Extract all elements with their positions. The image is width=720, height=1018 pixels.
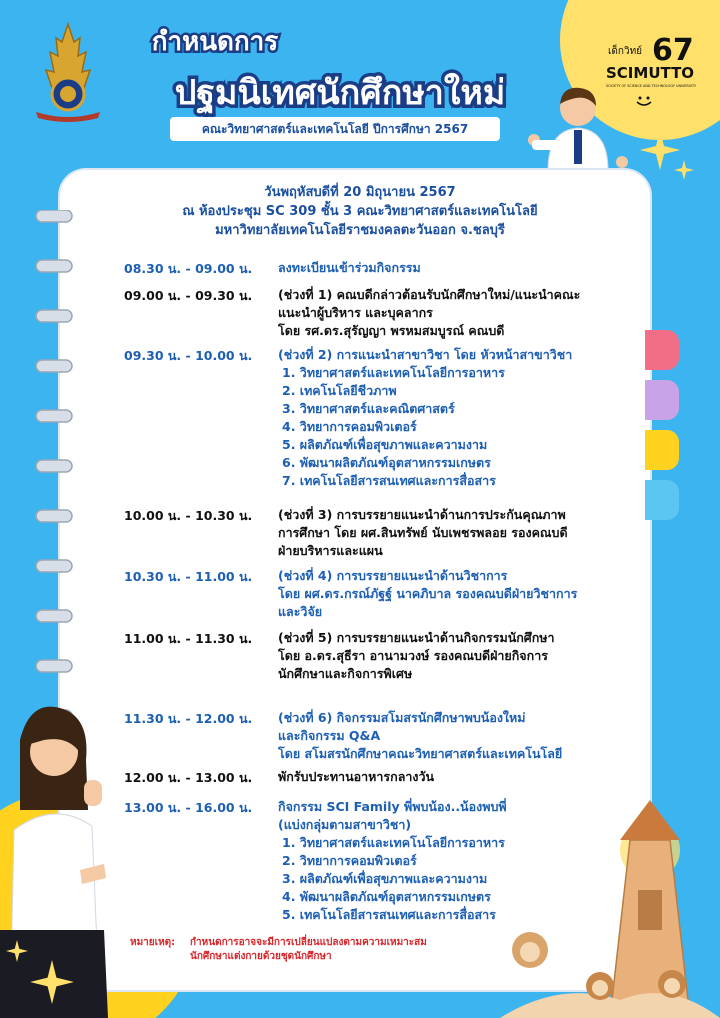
schedule-line: 2. เทคโนโลยีชีวภาพ: [282, 383, 397, 398]
schedule-line: แนะนำผู้บริหาร และบุคลากร: [278, 305, 433, 320]
schedule-line: ฝ่ายบริหารและแผน: [278, 543, 383, 558]
club-logo-tagline: SOCIETY OF SCIENCE AND TECHNOLOGY UNIVERSITY: [606, 84, 697, 88]
star-icon: [30, 960, 74, 1004]
schedule-time: 11.30 น. - 12.00 น.: [124, 711, 253, 726]
schedule-line: ลงทะเบียนเข้าร่วมกิจกรรม: [278, 260, 421, 275]
schedule-line: (ช่วงที่ 5) การบรรยายแนะนำด้านกิจกรรมนักศึกษา: [278, 630, 555, 645]
schedule-time: 09.30 น. - 10.00 น.: [124, 348, 253, 363]
schedule-line: พักรับประทานอาหารกลางวัน: [278, 769, 435, 784]
man-illustration-icon: [528, 80, 628, 170]
schedule-line: (ช่วงที่ 2) การแนะนำสาขาวิชา โดย หัวหน้าสาขาวิชา: [278, 347, 573, 362]
schedule-line: โดย อ.ดร.สุธีรา อานามวงษ์ รองคณบดีฝ่ายกิจการ: [278, 648, 548, 663]
star-icon: [6, 940, 28, 962]
schedule-line: โดย ผศ.ดร.กรณ์ภัฐฐ์ นาคภิบาล รองคณบดีฝ่ายวิชาการ: [278, 586, 578, 601]
schedule-line: 4. พัฒนาผลิตภัณฑ์อุตสาหกรรมเกษตร: [282, 889, 491, 904]
decor-tab-yellow: [645, 430, 679, 470]
university-logo-icon: [28, 22, 108, 122]
schedule-line: 2. วิทยาการคอมพิวเตอร์: [282, 853, 417, 868]
schedule-line: (ช่วงที่ 3) การบรรยายแนะนำด้านการประกันคุณภาพ: [278, 507, 566, 522]
faculty-subtitle-bar: [170, 117, 500, 141]
schedule-line: (ช่วงที่ 6) กิจกรรมสโมสรนักศึกษาพบน้องใหม่: [278, 710, 526, 725]
svg-text:ปฐมนิเทศนักศึกษาใหม่: ปฐมนิเทศนักศึกษาใหม่: [174, 73, 506, 113]
club-logo-name: SCIMUTTO: [606, 64, 695, 82]
club-logo-prefix: เด็กวิทย์: [608, 46, 643, 57]
decor-tab-purple: [645, 380, 679, 420]
schedule-line: 5. เทคโนโลยีสารสนเทศและการสื่อสาร: [282, 907, 496, 922]
schedule-line: (แบ่งกลุ่มตามสาขาวิชา): [278, 817, 412, 832]
schedule-line: และกิจกรรม Q&A: [278, 728, 381, 743]
note-label: หมายเหตุ:: [130, 937, 176, 948]
schedule-line: การศึกษา โดย ผศ.สินทรัพย์ นับเพชรพลอย รองคณบดี: [278, 525, 568, 540]
schedule-line: 1. วิทยาศาสตร์และเทคโนโลยีการอาหาร: [282, 835, 505, 850]
venue-date: วันพฤหัสบดีที่ 20 มิถุนายน 2567: [264, 185, 456, 200]
schedule-line: 4. วิทยาการคอมพิวเตอร์: [282, 419, 417, 434]
schedule-time: 12.00 น. - 13.00 น.: [124, 770, 253, 785]
schedule-line: กิจกรรม SCI Family พี่พบน้อง..น้องพบพี่: [278, 799, 507, 814]
club-logo-number: 67: [652, 33, 694, 68]
schedule-time: 11.00 น. - 11.30 น.: [124, 631, 253, 646]
venue-university: มหาวิทยาลัยเทคโนโลยีราชมงคลตะวันออก จ.ชลบุรี: [215, 223, 505, 238]
venue-room: ณ ห้องประชุม SC 309 ชั้น 3 คณะวิทยาศาสตร์และเทคโนโลยี: [182, 204, 538, 219]
venue-block: [120, 183, 600, 240]
schedule-time: 10.00 น. - 10.30 น.: [124, 508, 253, 523]
schedule-line: 7. เทคโนโลยีสารสนเทศและการสื่อสาร: [282, 473, 496, 488]
star-icon: [674, 160, 694, 180]
schedule-line: (ช่วงที่ 4) การบรรยายแนะนำด้านวิชาการ: [278, 568, 508, 583]
schedule-time: 13.00 น. - 16.00 น.: [124, 800, 253, 815]
schedule-line: และวิจัย: [278, 604, 323, 619]
schedule-line: โดย รศ.ดร.สุรัญญา พรหมสมบูรณ์ คณบดี: [278, 323, 505, 338]
faculty-subtitle: คณะวิทยาศาสตร์และเทคโนโลยี ปีการศึกษา 2567: [201, 121, 469, 136]
tower-illustration-icon: [500, 780, 720, 1018]
note-line: กำหนดการอาจจะมีการเปลี่ยนแปลงตามความเหมาะสม: [190, 937, 427, 948]
schedule-line: 6. พัฒนาผลิตภัณฑ์อุตสาหกรรมเกษตร: [282, 455, 491, 470]
header-big-title: [140, 60, 540, 120]
schedule-time: 08.30 น. - 09.00 น.: [124, 261, 253, 276]
schedule-time: 09.00 น. - 09.30 น.: [124, 288, 253, 303]
note-line: นักศึกษาแต่งกายด้วยชุดนักศึกษา: [190, 951, 332, 962]
schedule-line: 5. ผลิตภัณฑ์เพื่อสุขภาพและความงาม: [282, 437, 488, 452]
schedule-time: 10.30 น. - 11.00 น.: [124, 569, 253, 584]
schedule-line: (ช่วงที่ 1) คณบดีกล่าวต้อนรับนักศึกษาใหม่/แนะนำคณะ: [278, 287, 581, 302]
decor-tab-blue: [645, 480, 679, 520]
schedule-line: โดย สโมสรนักศึกษาคณะวิทยาศาสตร์และเทคโนโลยี: [278, 746, 563, 761]
schedule-line: 3. ผลิตภัณฑ์เพื่อสุขภาพและความงาม: [282, 871, 488, 886]
decor-tab-pink: [645, 330, 679, 370]
schedule-line: นักศึกษาและกิจการพิเศษ: [278, 666, 413, 681]
schedule-line: 1. วิทยาศาสตร์และเทคโนโลยีการอาหาร: [282, 365, 505, 380]
header-small-title: [145, 14, 285, 62]
schedule-line: 3. วิทยาศาสตร์และคณิตศาสตร์: [282, 401, 455, 416]
svg-text:กำหนดการ: กำหนดการ: [151, 27, 279, 57]
